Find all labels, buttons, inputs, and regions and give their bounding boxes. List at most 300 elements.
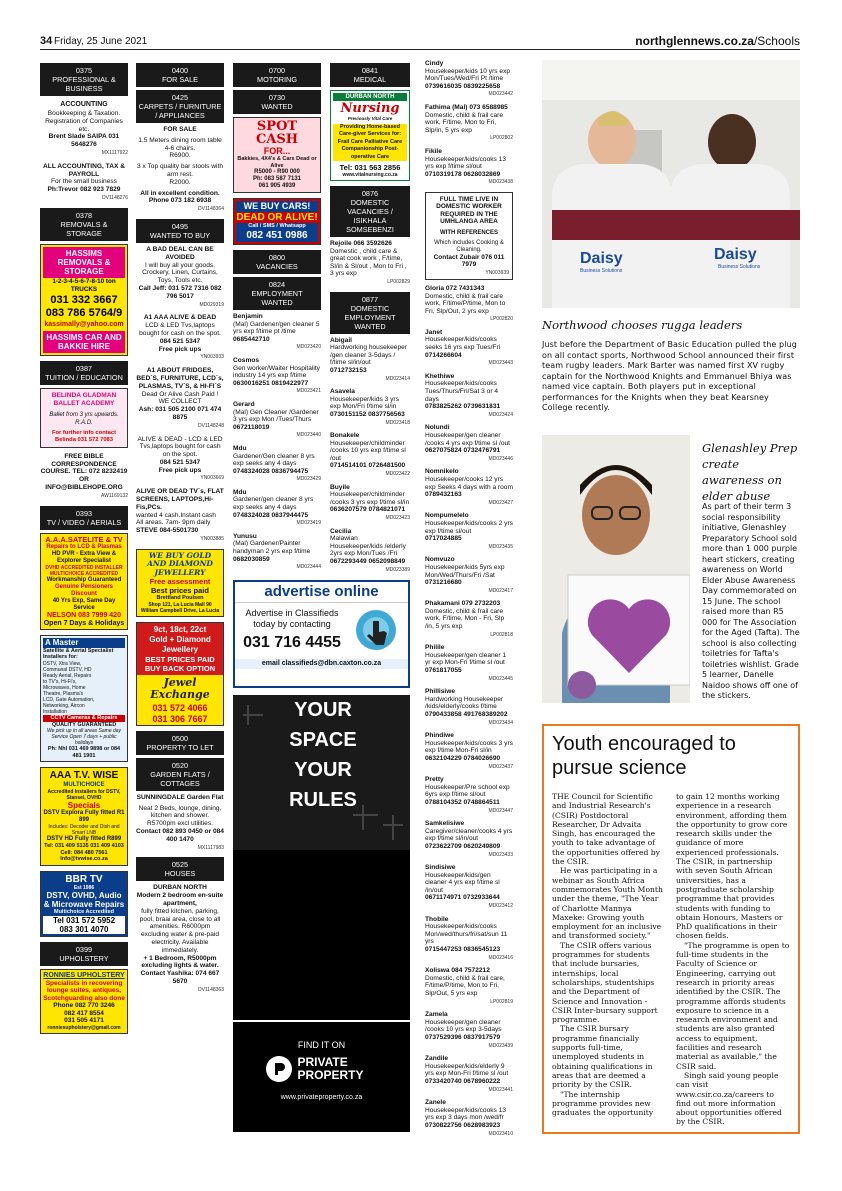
gold-ad (136, 549, 224, 617)
private-property-logo-icon (266, 1056, 292, 1082)
classified-ad (136, 794, 224, 853)
section-name: /Schools (753, 34, 800, 48)
ad-title: A1 ABOUT FRIDGES, BED`S, FURNITURE, LCD`s, PLASMAS, TV`S, & HI-FI`S (136, 367, 224, 390)
entry-body: Gardener/gen cleaner 8 yrs exp seeks any 4 days (233, 496, 314, 512)
ad-phone: 083 786 5764/9 (45, 306, 123, 319)
ad-body: FOR... (263, 146, 291, 156)
entry-name: Nompumelelo (425, 512, 469, 520)
ad-body: Which includes Cooking & Cleaning. (434, 239, 504, 253)
domestic-employment-list-b (425, 285, 513, 1138)
ad-body: Includes: Decoder and Dish and Smart LNB (48, 824, 120, 837)
ad-body: Est 1986 (73, 884, 95, 891)
classifieds-column-5 (425, 60, 513, 1170)
category-header: 0730 WANTED (233, 90, 321, 114)
classifieds-column-1 (40, 60, 128, 1170)
ad-brand: PRIVATE PROPERTY (297, 1055, 364, 1082)
full-time-live-in-ad (425, 192, 513, 280)
page-date: Friday, 25 June 2021 (54, 36, 148, 47)
ad-body: DVHD ACCREDITED INSTALLER MULTICHOICE ACCREDITED (45, 564, 123, 577)
ad-title: AAA T.V. WISE (49, 770, 119, 782)
entry-name: Zandile (425, 1055, 449, 1063)
ad-title: WE BUY GOLD AND DIAMOND JEWELLERY (147, 550, 213, 577)
jersey-sponsor: Daisy (580, 250, 623, 267)
classified-entry (425, 285, 513, 324)
entry-ref: LP002829 (387, 278, 410, 285)
classified-entry (330, 432, 410, 479)
classified-ad (40, 453, 128, 501)
ad-title: BELINDA GLADMAN BALLET ACADEMY (51, 391, 117, 407)
entry-phone: 0632104229 0784026690 (425, 754, 501, 762)
entry-ref: MD023418 (385, 419, 410, 426)
ad-ref: DV1148364 (197, 206, 224, 213)
classified-entry (425, 468, 513, 507)
ad-title: A.A.A.SATELITE & TV (45, 534, 123, 544)
ad-price: R2000. (169, 178, 191, 186)
news-rugby-photo (542, 60, 800, 308)
ad-phone: 084 521 5347 (159, 458, 201, 466)
entry-phone: 0712732153 (330, 366, 367, 374)
ad-title: Nursing (340, 101, 400, 116)
classified-ad (136, 488, 224, 544)
entry-ref: MD023429 (296, 476, 321, 483)
ad-phone: 031 332 3667 (50, 293, 118, 306)
entry-ref: MD023441 (488, 1086, 513, 1093)
category-header: 0399 UPHOLSTERY (40, 942, 128, 966)
entry-body: (Mal) Gen Cleaner /Gardener 3 yrs exp Mon /Tues/Thurs (233, 408, 319, 424)
ad-body: FIND IT ON (297, 1040, 346, 1050)
ad-body: R5000 - R90 000 (254, 169, 300, 175)
entry-name: Fikile (425, 147, 442, 155)
entry-ref: MD023427 (488, 499, 513, 506)
category-header: 0495 WANTED TO BUY (136, 219, 224, 243)
category-header: 0824 EMPLOYMENT WANTED (233, 277, 321, 310)
ad-phone: Cell: 084 480 7561 Info@tvwise.co.za (60, 849, 108, 863)
classifieds-column-3 (233, 60, 321, 580)
entry-name: Mdu (233, 488, 247, 496)
category-header: 0387 TUITION / EDUCATION (40, 361, 128, 385)
story-paragraph: to gain 12 months working experience in a research environment, affording them the opportunity to grow core research skills under the guidance of more experienced professionals. The CSIR, in partnership with seven South African universities, has a postgraduate scholarship programme that provides students with funding to obtain Honours, Masters or PhD qualifications in their chosen fields. (676, 792, 788, 941)
ad-phone: Tel: 031 409 5135 031 409 4103 (44, 843, 124, 850)
entry-body: Housekeeper/kids 10 yrs exp Mon/Tues/Wed/Fri Pt /time (425, 67, 511, 83)
entry-phone: 0714514101 0726481500 (330, 462, 406, 470)
category-header: 0525 HOUSES (136, 857, 224, 881)
ad-body: Gold + Diamond Jewellery (149, 634, 211, 654)
ad-body: Best prices paid (151, 586, 209, 596)
ad-phone: 031 505 4171 (64, 1017, 104, 1025)
classifieds-column-2 (136, 60, 224, 1170)
entry-body: Hardworking housekeeper /gen cleaner 3-5days / f/time sl/in/out (330, 344, 407, 367)
ad-contact: Brent Slade SAIPA 031 5648276 (48, 133, 120, 149)
jersey-sponsor-sub: Business Solutions (580, 268, 623, 274)
ad-body: 1.5 Meters dining room table 4-6 chairs. (138, 136, 222, 152)
classified-entry (425, 732, 513, 771)
category-header: 0877 DOMESTIC EMPLOYMENT WANTED (330, 292, 410, 334)
entry-ref: MD023442 (488, 91, 513, 98)
entry-name: Xoliswa 084 7572212 (425, 967, 490, 975)
ad-phone: Phone 073 182 6938 (148, 197, 212, 205)
entry-ref: MD023446 (488, 455, 513, 462)
ad-phone: 082 417 8554 (64, 1009, 104, 1017)
classified-entry (233, 489, 321, 528)
ad-body: Bookkeeping & Taxation. Registration of Companies etc. (45, 110, 123, 133)
employment-wanted-list (233, 313, 321, 572)
ad-body: Workmanship Guaranteed (46, 576, 122, 583)
story-headline: Youth encouraged to pursue science (552, 733, 736, 779)
ad-body: wanted 4 cash.Instant cash All areas. 7am- 9pm daily (136, 511, 216, 527)
entry-phone: 0685442710 (233, 335, 270, 343)
entry-ref: MD023419 (296, 520, 321, 527)
ad-phone: 061 905 4939 (258, 183, 296, 189)
site-name (635, 34, 800, 48)
entry-ref: MD023417 (488, 587, 513, 594)
classified-entry (233, 401, 321, 440)
ad-slogan: YOUR SPACE YOUR RULES (289, 699, 357, 811)
entry-body: Housekeeper/cooks 12 yrs exp Seeks 4 days with a room (425, 475, 513, 491)
entry-body: Domestic, child & frail care work, F/time/P/time, Mon to Fri, Slp/Out, 2 yrs exp (425, 292, 506, 315)
entry-name: Janet (425, 328, 443, 336)
entry-body: Gen worker/Waiter Hospitality industry 14 yrs exp f/time (233, 364, 320, 380)
page-header (40, 34, 800, 50)
ad-phone: 031 306 7667 (152, 713, 208, 724)
ad-phone: Phone 082 770 3246 (53, 1002, 115, 1010)
story-paragraph: The CSIR bursary programme financially supports full-time, unemployed students in obtaining qualifications in areas that are deemed a priority by the CSIR. (552, 1024, 653, 1090)
ad-body: R5700pm excl utilities. (147, 820, 213, 828)
entry-body: Housekeeper/kids/cooks 13 yrs exp f/time sl/out (425, 155, 507, 171)
ad-body: Advertise in Classifieds today by contacting (245, 607, 339, 629)
ad-title: Jewel Exchange (150, 675, 210, 701)
ad-body: Previously Vital Care (347, 116, 393, 121)
ad-title: ACCOUNTING (60, 101, 108, 108)
entry-ref: LP002818 (490, 631, 513, 638)
entry-ref: MD023389 (385, 566, 410, 573)
story-paragraph: THE Council for Scientific and Industrial Research's (CSIR) Postdoctoral Researcher, Dr Advaita Singh, has encouraged the youth to take advantage of the opportunities offered by the CSIR. (552, 792, 660, 867)
ad-body: Multichoice Accredited (53, 908, 114, 915)
ad-phone: 082 451 0986 (236, 230, 318, 242)
entry-name: Gerard (233, 400, 255, 408)
entry-name: Sindisiwe (425, 864, 456, 872)
ballet-ad (40, 388, 128, 448)
entry-body: Housekeeper/kids/cooks Mon/wed/thurs/fri/sat/sun 11 yrs (425, 923, 508, 946)
ad-phone: 031 572 4066 (152, 702, 208, 713)
ad-body: Open 7 Days & Holidays (43, 619, 125, 627)
entry-name: Pretty (425, 776, 444, 784)
classified-entry (425, 820, 513, 859)
ad-ref: DV1148248 (197, 422, 224, 429)
classified-entry (330, 388, 410, 427)
entry-body: Domestic , child care & great cook work , F/time, Sl/in & Sl/out , Mon to Fri , 3 yrs exp (330, 247, 407, 278)
classified-entry (330, 528, 410, 575)
entry-name: Gloria 072 7431343 (425, 284, 485, 292)
classified-entry (425, 512, 513, 551)
story-paragraph: Singh said young people can visit www.csir.co.za/careers to find out more information about opportunities offered by the CSIR. (676, 1070, 782, 1127)
entry-phone: 0731216680 (425, 579, 462, 587)
ad-title: HASSIMS REMOVALS & STORAGE (43, 247, 125, 278)
ad-body: I will buy all your goods. Crockery, Linen, Curtains, Toys, Tools etc. (142, 261, 218, 285)
aaa-satellite-ad (40, 533, 128, 630)
entry-name: Nomnikelo (425, 468, 459, 476)
entry-body: Housekeeper/gen cleaner 1 yr exp Mon-Fri f/time sl /out (425, 651, 507, 667)
entry-name: Philile (425, 644, 445, 652)
entry-name: Khethiwe (425, 372, 455, 380)
ad-price: R6900. (169, 152, 191, 160)
entry-body: Domestic, child & frail care work, F/time, Mon to Fri, Slp/in, 5 yrs exp (425, 111, 504, 134)
entry-ref: MD023433 (488, 851, 513, 858)
entry-phone: 0748324028 0836794475 (233, 467, 309, 475)
entry-body: Gardener/Gen cleaner 8 yrs exp seeks any 4 days (233, 452, 315, 468)
ad-body: HD PVR - Extra View & Explorer Specialist (51, 550, 117, 564)
entry-body: Housekeeper/kids/gen cleaner 4 yrs exp f/time sl /in/out (425, 871, 500, 894)
entry-name: Fathima (Mal) 073 6588985 (425, 103, 508, 111)
entry-ref: MD023435 (488, 543, 513, 550)
ad-ref: MD029319 (199, 301, 224, 308)
hassims-ad (40, 244, 128, 356)
entry-body: Housekeeper/kids/cooks 3 yrs exp f/time Mon-Fri sl/in (425, 739, 513, 755)
jersey-sponsor-sub: Business Solutions (718, 264, 761, 270)
ad-title: FOR SALE (163, 126, 197, 133)
ad-title: SPOT CASH (255, 119, 299, 147)
entry-ref: MD023447 (488, 807, 513, 814)
entry-name: Yunusu (233, 532, 257, 540)
touch-icon (347, 605, 405, 655)
ad-body: For the small business (51, 178, 117, 186)
entry-body: Housekeeper/kids/elderly 9 yrs exp Mon-Fri f/time sl /out (425, 1062, 509, 1078)
ad-title: HASSIMS CAR AND BAKKIE HIRE (43, 331, 125, 353)
classified-entry (425, 60, 513, 99)
ad-body: Accredited Installers for DSTV, Stansel, OVHD (47, 789, 121, 802)
ad-body: Modern 2 bedroom en-suite apartment, (136, 892, 224, 908)
ad-ref: DV1148363 (197, 986, 224, 993)
entry-name: Zanele (425, 1099, 446, 1107)
classified-entry (233, 357, 321, 396)
category-header: 0700 MOTORING (233, 63, 321, 87)
domestic-employment-list (330, 337, 410, 575)
ad-url: www.privateproperty.co.za (280, 1094, 363, 1101)
ad-title: RONNIES UPHOLSTERY (43, 971, 125, 979)
jersey-sponsor: Daisy (714, 246, 757, 263)
entry-phone: 0672118019 (233, 423, 270, 431)
entry-body: Housekeeper/kids 3 yrs exp Mon/Fri f/time sl/in (330, 395, 399, 411)
ad-body: We pick up in all areas Same day Service Open 7 days + public holidays (46, 728, 122, 747)
story-column-right (676, 792, 790, 1127)
classified-ad (136, 126, 224, 214)
entry-phone: 0739616035 0839225658 (425, 82, 501, 90)
ad-email: email classifieds@dbn.caxton.co.za (235, 659, 408, 669)
ad-title: ALL ACCOUNTING, TAX & PAYROLL (43, 162, 125, 178)
ad-title: DURBAN NORTH (153, 884, 207, 892)
entry-ref: MD023437 (488, 763, 513, 770)
page-number: 34 (40, 35, 53, 47)
ad-contact: For further info contact Belinda 031 572 7083 (51, 429, 117, 443)
entry-phone: 0783825262 0739631831 (425, 403, 501, 411)
ad-phone: 031 716 4455 (243, 633, 341, 651)
entry-phone: 0748324028 0837944475 (233, 511, 309, 519)
ad-phone: Tel: 031 563 2856 (339, 163, 401, 172)
entry-ref: MD023439 (488, 1042, 513, 1049)
classified-entry (233, 313, 321, 352)
ad-body: DSTV, OVHD, Audio & Microwave Repairs (43, 890, 125, 909)
ad-ref: DV1148276 (101, 194, 128, 201)
classified-ad (136, 314, 224, 362)
we-buy-cars-ad (233, 198, 321, 245)
classified-entry (425, 1055, 513, 1094)
entry-ref: MD023443 (488, 360, 513, 367)
entry-name: Samkelisiwe (425, 820, 465, 828)
entry-name: Thobile (425, 915, 449, 923)
entry-ref: MD023423 (385, 515, 410, 522)
ad-body: WITH REFERENCES (439, 229, 498, 236)
entry-name: Nolundi (425, 424, 450, 432)
entry-body: Housekeeper/childminder /cooks 10 yrs exp f/time sl /out (330, 439, 406, 462)
entry-ref: MD023445 (488, 675, 513, 682)
ad-phone: 084 521 5347 (159, 337, 201, 345)
category-header: 0876 DOMESTIC VACANCIES / ISIKHALA SOMSEBENZI (330, 186, 410, 237)
ad-body: Ballet from 3 yrs upwards. R.A.D. (49, 411, 119, 426)
ad-body: Specials (67, 801, 101, 811)
category-header: 0841 MEDICAL (330, 63, 410, 87)
ad-body: Free assessment (149, 577, 211, 587)
ad-body: MULTICHOICE (63, 782, 105, 789)
ad-body: Bakkies, 4X4's & Cars Dead or Alive (237, 156, 317, 169)
entry-ref: MD023420 (296, 344, 321, 351)
entry-body: Housekeeper/kids/cooks Tues/Thurs/Fri/Sat 3 or 4 days (425, 380, 499, 403)
ad-body: Providing Home-based Care-giver Services for: Frail Care Palliative Care Companionship Post-operative Care (333, 124, 407, 162)
ad-body: Repairs to LCD & Plasmas (46, 543, 122, 550)
ad-body: LCD & LED Tvs,laptops bought for cash on the spot. (139, 322, 221, 337)
entry-name: Cosmos (233, 356, 260, 364)
classified-entry (425, 1099, 513, 1138)
ad-body: Free pick ups (158, 345, 202, 353)
ad-body: 3 x Top quality bar stools with arm rest. (136, 163, 223, 178)
classified-entry (233, 533, 321, 572)
entry-ref: LP002802 (490, 135, 513, 142)
entry-ref: MD023421 (296, 388, 321, 395)
ad-title: A BAD DEAL CAN BE AVOIDED (146, 245, 214, 261)
story-paragraph: "The programme is open to full-time students in the Faculty of Science or Engineering, carrying out research in priority areas identified by the CSIR. The programme affords students exposure to science in a research environment and students are also granted access to equipment, facilities and research material as available," the CSIR said. (676, 940, 790, 1071)
ad-body: Shop 121, La Lucia Mall 90 William Campbell Drive, La Lucia (140, 601, 220, 614)
story-headline: Northwood chooses rugga leaders (542, 318, 743, 332)
category-header: 0800 VACANCIES (233, 250, 321, 274)
ad-title: A Master (43, 638, 125, 648)
ad-title: advertise online (235, 582, 408, 603)
entry-body: Housekeeper/gen cleaner /cooks 10 yrs exp 3-5days (425, 1018, 502, 1034)
entry-phone: 0627075824 0732476791 (425, 447, 501, 455)
ad-title: A1 AAA ALIVE & DEAD (143, 314, 217, 322)
ad-body: All in excellent condition. (140, 189, 220, 197)
classified-entry (233, 445, 321, 484)
entry-ref: MD023444 (296, 564, 321, 571)
entry-ref: LP002820 (490, 316, 513, 323)
ad-body: 40 Yrs Exp, Same Day Service (52, 597, 116, 611)
entry-ref: MD023424 (488, 411, 513, 418)
ad-ref: YN003885 (200, 536, 224, 543)
classified-entry (425, 373, 513, 420)
spot-cash-ad (233, 117, 321, 193)
entry-ref: LP002819 (490, 998, 513, 1005)
classified-entry (330, 484, 410, 523)
entry-body: Domestic, child & frail care, F/time/P/time, Mon to Fri, Slp/Out, 5 yrs exp (425, 974, 505, 997)
entry-ref: MD023434 (488, 719, 513, 726)
entry-body: Housekeeper/kids/cooks 13 yrs exp 3 days mon /wed/fr (425, 1106, 507, 1122)
news-student-photo (542, 435, 690, 703)
entry-body: Housekeeper/gen cleaner /cooks 4 yrs exp f/time sl /out (425, 432, 511, 447)
classified-entry (425, 329, 513, 368)
ad-body: DSTV Explora Fully fitted R1 899 (43, 810, 125, 824)
entry-name: Phakamani 079 2732203 (425, 600, 501, 608)
entry-ref: MD023440 (296, 432, 321, 439)
ad-body: DSTV HD Fully fitted R899 (46, 836, 122, 843)
ad-body: 1-2-3-4-5-6-7-8-10 ton TRUCKS (52, 277, 116, 293)
category-header: 0400 FOR SALE (136, 63, 224, 87)
classified-entry (425, 967, 513, 1006)
ad-body: Dead Or Alive Cash Paid ! WE COLLECT (141, 390, 219, 406)
category-header: 0500 PROPERTY TO LET (136, 731, 224, 755)
entry-body: Housekeeper/kids/cooks seeks 16 yrs exp Tues/Fri (425, 336, 501, 352)
story-body: As part of their term 3 social responsibility initiative, Glenashley Preparatory School sold more than 1 000 purple heart stickers, creating awareness on World Elder Abuse Awareness Day commemorated on 15 June. The school raised more than R5 000 for The Association for the Aged (Tafta). The school is also collecting toiletries for Tafta's toiletries wishlist. Grade 5 learner, Danelle Naidoo shows off one of the stickers. (702, 502, 800, 700)
entry-name: Asavela (330, 388, 355, 396)
category-header: 0375 PROFESSIONAL & BUSINESS (40, 63, 128, 96)
ad-phone: Contact Yashika: 074 667 5670 (140, 970, 220, 985)
classified-ad (40, 163, 128, 203)
entry-body: Housekeeper/Pre school exp 6yrs exp f/time sl/out (425, 783, 510, 799)
ad-body: + 1 Bedroom, R5000pm excluding lights & water. (141, 954, 219, 970)
ad-body: Brettland Poulsen (156, 595, 204, 602)
ad-phone: Tel 031 572 5952 (43, 916, 125, 925)
entry-phone: 0723622709 0620249809 (425, 842, 501, 850)
classified-entry (425, 148, 513, 187)
category-header: 0425 CARPETS / FURNITURE / APPLIANCES (136, 90, 224, 123)
entry-body: (Mal) Gardener/gen cleaner 5 yrs exp f/time pt /time (233, 320, 320, 336)
youth-science-story-box (542, 724, 800, 1134)
entry-name: Buyile (330, 483, 350, 491)
ad-phone: Contact 082 893 0450 or 084 400 1470 (136, 828, 224, 843)
entry-body: Domestic, child & frail care work, F/time, Mon - Fri, Slp /in, 5 yrs exp (425, 607, 505, 631)
entry-name: Benjamin (233, 313, 263, 320)
entry-phone: 0717024885 (425, 535, 462, 543)
ad-body: Call / SMS / Whatsapp (236, 223, 318, 230)
entry-phone: 0636207579 0784821071 (330, 506, 406, 514)
entry-name: Rejoile (330, 240, 352, 247)
classified-entry (425, 776, 513, 815)
category-header: 0520 GARDEN FLATS / COTTAGES (136, 758, 224, 791)
classified-entry (330, 337, 410, 384)
entry-phone: 0682030859 (233, 555, 270, 563)
entry-ref: MD023416 (488, 954, 513, 961)
ad-title: BBR TV (65, 873, 103, 885)
ad-body: BEST PRICES PAID (145, 654, 215, 664)
entry-phone: 0671174971 0732933644 (425, 894, 500, 902)
ad-body: ALIVE & DEAD - LCD & LED Tvs,laptops bought for cash on the spot. (137, 435, 223, 459)
entry-name: Phindiwe (425, 732, 454, 740)
ad-body: Specialists in recovering lounge suites, antiques, Scotchguarding also done (43, 979, 125, 1002)
story-paragraph: The CSIR offers various programmes for students that include bursaries, internships, local scholarships, studentships and the Department of Science and Innovation - CSIR Inter-bursary support programme. (552, 940, 658, 1025)
entry-body: Hardworking Housekeeper /kids/elderly/cooks f/time (425, 695, 504, 711)
story-headline: Glenashley Prep create awareness on elder abuse (702, 441, 798, 503)
classified-ad (136, 367, 224, 430)
ad-body: Satellite & Aerial Specialist Installers for: (43, 647, 114, 661)
entry-ref: MD023410 (488, 1130, 513, 1137)
entry-ref: MD023412 (488, 903, 513, 910)
entry-ref: MD023414 (385, 375, 410, 382)
ad-body: DSTV, Xtra View, Communal DSTV, HD Ready Aerial, Repairs to TV's, Hi-Fi's, Microwaves, Home Theatre, Plasma's LCD, Gate Automation, Networking, Aircon Installation (43, 660, 95, 715)
entry-phone: 0737529396 0837917579 (425, 1033, 501, 1041)
private-property-ad-bottom (233, 850, 410, 1020)
ad-ref: YN003669 (200, 475, 224, 482)
ad-title: SUNNINGDALE Garden Flat (136, 793, 224, 801)
classified-ad (40, 99, 128, 158)
ad-ref: YN003933 (200, 354, 224, 361)
classified-entry (425, 424, 513, 463)
entry-body: Housekeeper/kids/cooks 2 yrs exp f/time sl/out (425, 519, 513, 535)
